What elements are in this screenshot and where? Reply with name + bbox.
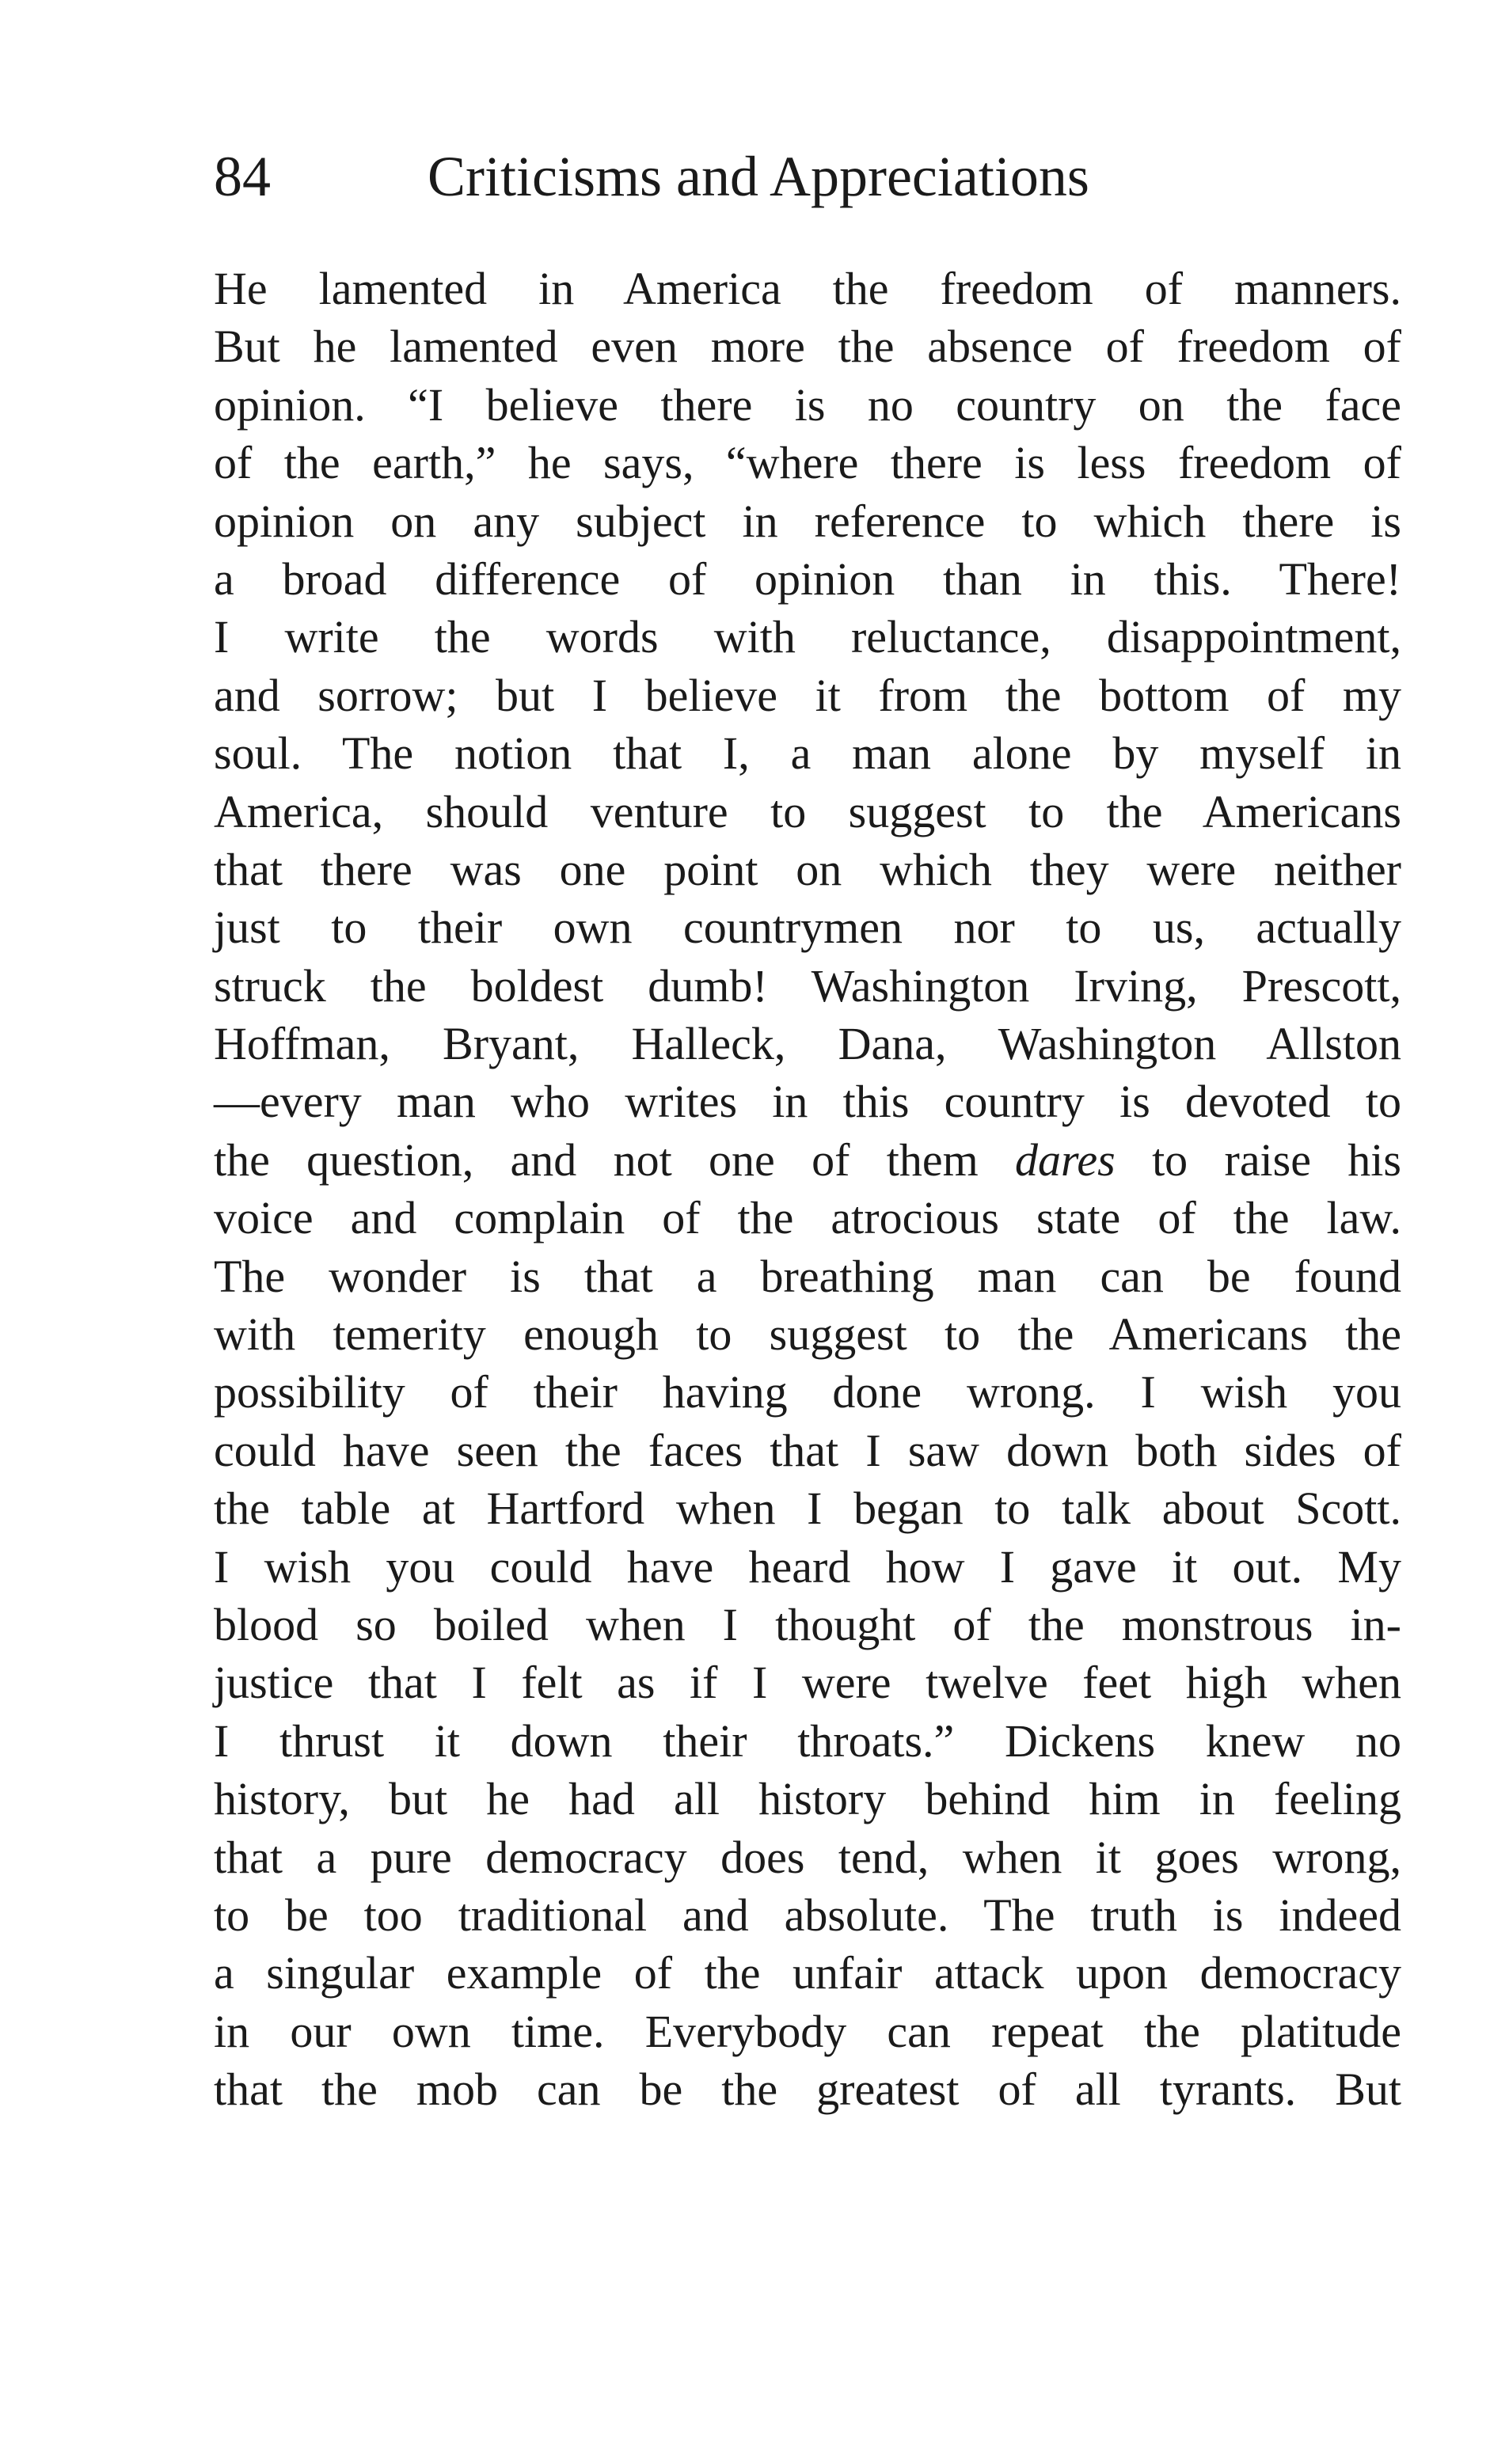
text-line: could have seen the faces that I saw down both sides of [214,1424,1401,1476]
text-line: voice and complain of the atrocious state of the law. [214,1192,1401,1244]
text-line: that there was one point on which they were neither [214,843,1401,895]
text-line: of the earth,” he says, “where there is less freedom of [214,437,1401,489]
text-line: that a pure democracy does tend, when it goes wrong, [214,1831,1401,1883]
text-line: struck the boldest dumb! Washington Irving, Prescott, [214,959,1401,1012]
page-header [214,141,1401,212]
text-line: America, should venture to suggest to the Americans [214,785,1401,837]
text-line: history, but he had all history behind him in feeling [214,1773,1401,1825]
text-line: He lamented in America the freedom of manners. [214,263,1401,314]
text-line: that the mob can be the greatest of all tyrants. But [214,2063,1401,2116]
text-line: justice that I felt as if I were twelve feet high when [214,1657,1401,1709]
text-segment: the question, and not one of them [214,1133,1016,1186]
text-line: a singular example of the unfair attack upon democracy [214,1947,1401,1999]
text-segment: to raise his [1115,1133,1401,1186]
text-line: Hoffman, Bryant, Halleck, Dana, Washington Allston [214,1018,1401,1070]
text-line: just to their own countrymen nor to us, actually [214,902,1401,954]
text-line: The wonder is that a breathing man can be found [214,1250,1401,1302]
text-line: soul. The notion that I, a man alone by myself in [214,727,1401,780]
text-line: and sorrow; but I believe it from the bottom of my [214,669,1401,721]
italic-word: dares [1015,1133,1116,1186]
text-line: But he lamented even more the absence of freedom of [214,321,1401,373]
text-line: —every man who writes in this country is devoted to [214,1076,1401,1128]
page-number: 84 [214,145,271,208]
text-line: in our own time. Everybody can repeat the platitude [214,2005,1401,2057]
text-line: opinion. “I believe there is no country on the face [214,378,1401,431]
text-line: the table at Hartford when I began to talk about Scott. [214,1483,1401,1535]
text-line: to be too traditional and absolute. The truth is indeed [214,1889,1401,1941]
text-line: I thrust it down their throats.” Dickens knew no [214,1714,1401,1767]
text-line: I wish you could have heard how I gave it out. My [214,1540,1401,1593]
text-line: I write the words with reluctance, disappointment, [214,611,1401,663]
text-line: blood so boiled when I thought of the monstrous in- [214,1598,1401,1650]
text-line: a broad difference of opinion than in this. There! [214,552,1401,605]
text-line-with-italic [214,1131,1401,1189]
text-line: opinion on any subject in reference to which there is [214,495,1401,547]
body-text [214,260,1401,2119]
text-line: with temerity enough to suggest to the Americans the [214,1308,1401,1361]
running-head: Criticisms and Appreciations [428,145,1089,208]
text-line: possibility of their having done wrong. I wish you [214,1366,1401,1418]
